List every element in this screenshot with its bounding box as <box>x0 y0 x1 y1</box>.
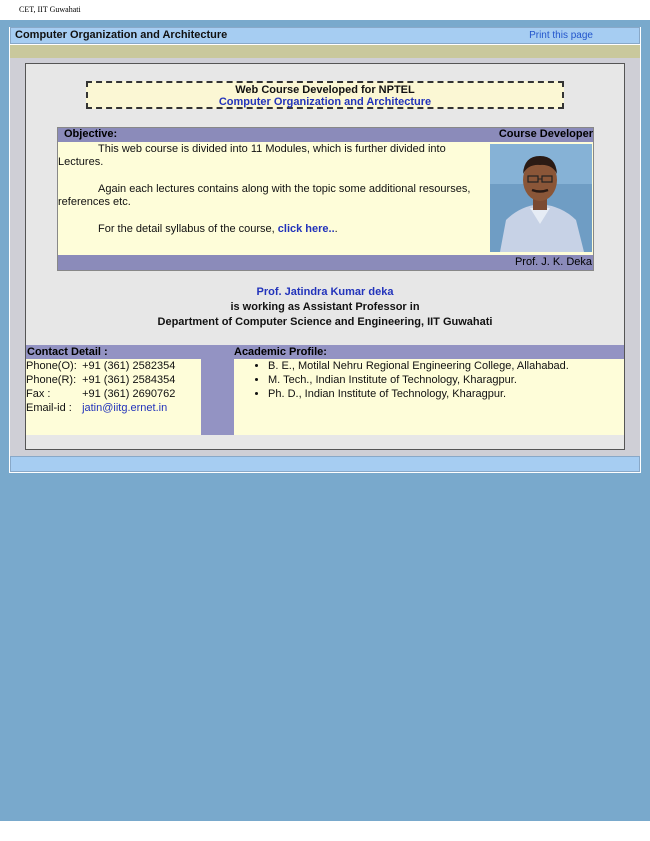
course-banner <box>86 81 564 109</box>
objective-box <box>57 127 594 271</box>
academic-item: • B. E., Motilal Nehru Regional Engineering College, Allahabad. <box>268 359 624 373</box>
contact-row <box>26 401 201 415</box>
academic-box <box>234 359 624 435</box>
professor-name: Prof. Jatindra Kumar deka <box>256 286 394 298</box>
contact-row <box>26 387 201 401</box>
contact-value: +91 (361) 2582354 <box>82 360 176 372</box>
professor-info <box>26 285 624 330</box>
footer-bar <box>10 456 640 472</box>
banner-line2: Computer Organization and Architecture <box>218 96 432 108</box>
objective-heading: Objective: <box>64 128 118 140</box>
professor-department: Department of Computer Science and Engineering, IIT Guwahati <box>157 316 493 328</box>
main-panel <box>25 63 625 450</box>
title-bar <box>10 27 640 44</box>
content-frame <box>9 27 641 473</box>
objective-text <box>58 143 486 250</box>
contact-row <box>26 359 201 373</box>
bottom-margin <box>0 821 650 841</box>
contact-label: Phone(O): <box>26 360 77 372</box>
person-photo-icon <box>490 144 592 252</box>
contact-value: +91 (361) 2690762 <box>82 388 176 400</box>
syllabus-link[interactable]: click here.. <box>277 223 335 235</box>
banner-line1: Web Course Developed for NPTEL <box>235 84 415 96</box>
contact-label: Phone(R): <box>26 374 77 386</box>
contact-label: Email-id : <box>26 402 72 414</box>
email-link[interactable]: jatin@iitg.ernet.in <box>82 402 168 414</box>
objective-header <box>58 128 593 142</box>
academic-item: • Ph. D., Indian Institute of Technology, Kharagpur. <box>268 387 624 401</box>
contact-box <box>26 359 201 435</box>
contact-row <box>26 373 201 387</box>
developer-caption: Prof. J. K. Deka <box>514 256 592 268</box>
page-title: Computer Organization and Architecture <box>15 29 228 41</box>
objective-footer <box>58 255 593 270</box>
divider-bar <box>10 45 640 58</box>
academic-list <box>234 359 624 401</box>
academic-heading: Academic Profile: <box>234 346 327 358</box>
developer-photo <box>490 144 592 252</box>
academic-item: • M. Tech., Indian Institute of Technology, Kharagpur. <box>268 373 624 387</box>
professor-position: is working as Assistant Professor in <box>230 301 420 313</box>
header-strip <box>0 0 650 20</box>
header-strip-text: CET, IIT Guwahati <box>19 5 81 14</box>
contact-section <box>26 345 624 435</box>
course-developer-heading: Course Developer <box>498 128 593 140</box>
print-page-link[interactable]: Print this page <box>529 30 593 41</box>
objective-para2: Again each lectures contains along with the topic some additional resourses, references etc. <box>58 183 471 208</box>
objective-para3-prefix: For the detail syllabus of the course, <box>98 223 278 235</box>
contact-value: +91 (361) 2584354 <box>82 374 176 386</box>
objective-para3-suffix: . <box>334 223 338 235</box>
objective-para1: This web course is divided into 11 Modules, which is further divided into Lectures. <box>58 143 446 168</box>
contact-heading: Contact Detail : <box>27 346 108 358</box>
contact-label: Fax : <box>26 388 51 400</box>
